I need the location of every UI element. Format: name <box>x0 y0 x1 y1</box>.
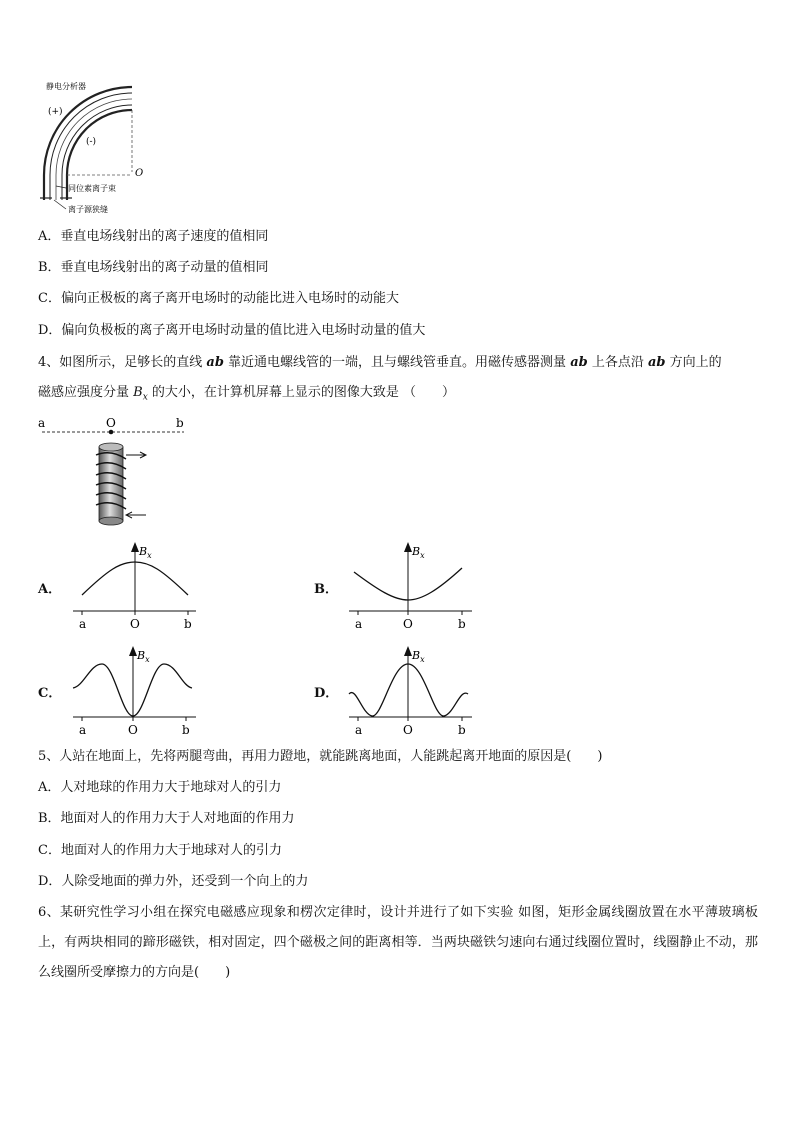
graph-option-d <box>314 644 484 736</box>
graph-a-tick-b: b <box>184 617 192 631</box>
graph-d-label: D． <box>314 686 339 701</box>
graph-a-tick-o: O <box>130 617 140 631</box>
graph-b-ylabel: $B_x$ <box>412 545 425 560</box>
graph-c-tick-o: O <box>128 723 138 736</box>
graph-c-tick-b: b <box>182 723 190 736</box>
graph-c-ylabel: $B_x$ <box>137 649 150 664</box>
esa-minus-label: (-) <box>86 137 97 147</box>
graph-b-plot <box>344 540 484 632</box>
graph-b-tick-a: a <box>355 617 363 631</box>
solenoid-label-a: a <box>38 416 46 430</box>
esa-title: 静电分析器 <box>46 82 86 91</box>
graph-a-tick-a: a <box>79 617 87 631</box>
solenoid-figure <box>34 415 204 530</box>
graph-b-label: B． <box>314 582 338 597</box>
q5-stem: 5、人站在地面上，先将两腿弯曲，再用力蹬地，就能跳离地面，人能跳起离开地面的原因是( ) <box>38 749 603 764</box>
q3-option-d: D．偏向负极板的离子离开电场时动量的值比进入电场时动量的值大 <box>38 323 426 338</box>
q6-stem: 6、某研究性学习小组在探究电磁感应现象和楞次定律时，设计并进行了如下实验 如图，矩形金属线圈放置在水平薄玻璃板上，有两块相同的蹄形磁铁，相对固定，四个磁极之间的距离相等．当两块磁铁匀速向右通过线圈位置时，线圈静止不动，那么线圈所受摩擦力的方向是( ) <box>38 905 758 980</box>
graph-d-tick-a: a <box>355 723 363 736</box>
electrostatic-analyzer-figure <box>36 80 186 220</box>
esa-plus-label: (+) <box>48 107 63 117</box>
graph-d-ylabel: $B_x$ <box>412 649 425 664</box>
q4-stem-line2: 磁感应强度分量 $B_x$ 的大小，在计算机屏幕上显示的图像大致是 （ ） <box>38 385 456 403</box>
graph-option-c <box>38 644 208 736</box>
graph-c-tick-a: a <box>79 723 87 736</box>
q3-option-a: A．垂直电场线射出的离子速度的值相同 <box>38 229 269 244</box>
q5-option-c: C．地面对人的作用力大于地球对人的引力 <box>38 843 282 858</box>
graph-a-plot <box>68 540 208 632</box>
graph-c-label: C． <box>38 686 62 701</box>
graph-b-tick-o: O <box>403 617 413 631</box>
graph-d-tick-o: O <box>403 723 413 736</box>
esa-slit-label: 离子源狭缝 <box>68 205 108 214</box>
graph-a-label: A． <box>38 582 62 597</box>
q5-option-a: A．人对地球的作用力大于地球对人的引力 <box>38 780 282 795</box>
q3-option-b: B．垂直电场线射出的离子动量的值相同 <box>38 260 269 275</box>
solenoid-label-b: b <box>176 416 184 430</box>
graph-d-plot <box>344 644 484 736</box>
graph-d-tick-b: b <box>458 723 466 736</box>
q4-stem-line1: 4、如图所示，足够长的直线 ab 靠近通电螺线管的一端，且与螺线管垂直。用磁传感器测量 ab 上各点沿 ab 方向上的 <box>38 355 722 370</box>
esa-origin-label: O <box>135 168 144 179</box>
graph-a-ylabel: $B_x$ <box>139 545 152 560</box>
graph-option-b <box>314 540 484 632</box>
graph-b-tick-b: b <box>458 617 466 631</box>
q3-option-c: C．偏向正极板的离子离开电场时的动能比进入电场时的动能大 <box>38 291 399 306</box>
graph-option-a <box>38 540 208 632</box>
graph-c-plot <box>68 644 208 736</box>
q5-option-b: B．地面对人的作用力大于人对地面的作用力 <box>38 811 295 826</box>
q5-option-d: D．人除受地面的弹力外，还受到一个向上的力 <box>38 874 309 889</box>
solenoid-label-o: O <box>106 416 116 430</box>
esa-beam-label: 同位素离子束 <box>68 184 116 193</box>
